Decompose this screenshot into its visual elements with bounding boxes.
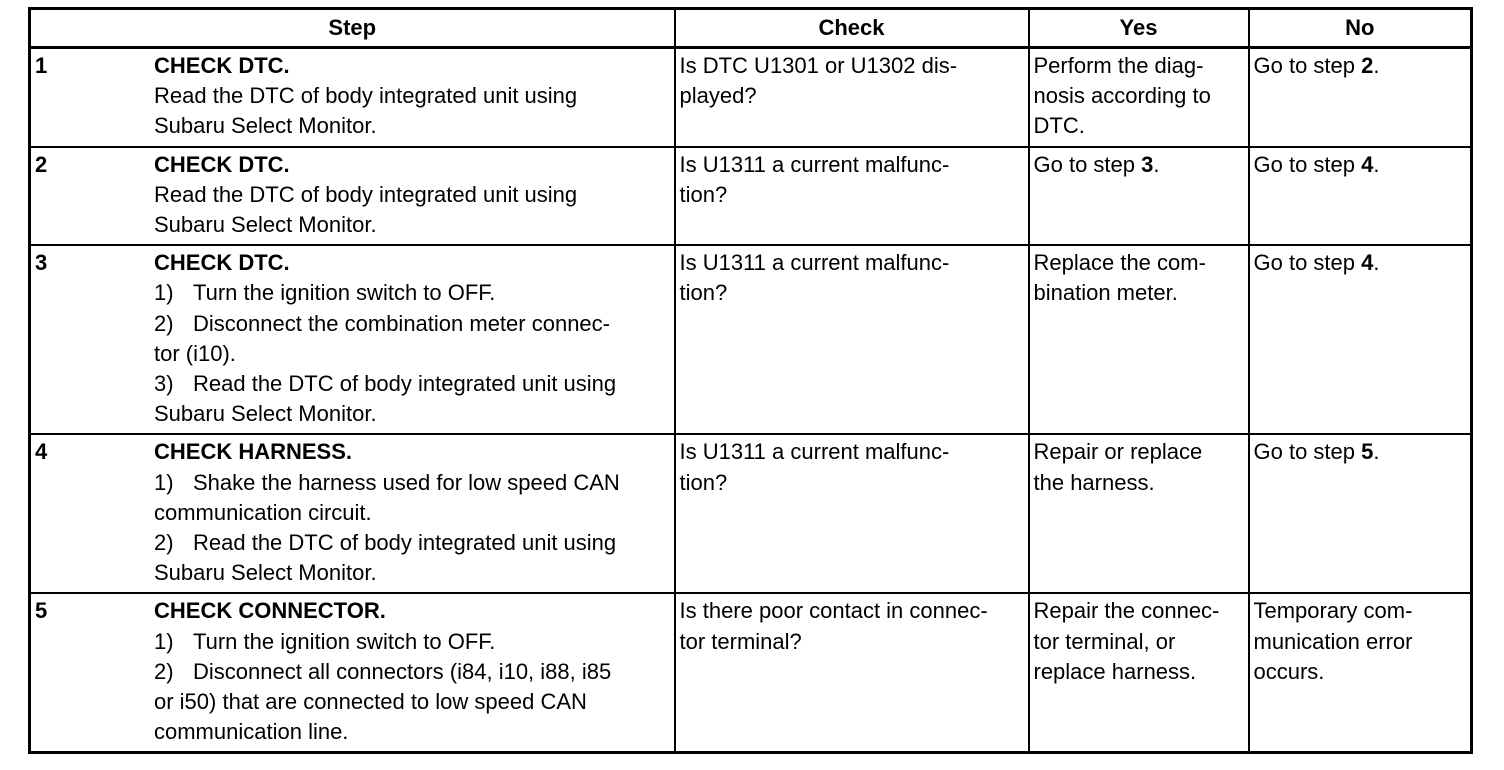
item-text: Turn the ignition switch to OFF.: [193, 628, 496, 654]
yes-text: DTC.: [1033, 113, 1085, 139]
check-text: Is U1311 a current malfunc-: [679, 151, 950, 177]
check-cell: [675, 245, 1029, 434]
item-continuation: communication circuit.: [154, 499, 372, 525]
no-text-end: .: [1373, 151, 1380, 177]
step-cell: [30, 147, 675, 246]
item-number: 1): [154, 280, 174, 306]
no-text-end: .: [1373, 439, 1380, 465]
step-cell: [30, 48, 675, 147]
yes-text: the harness.: [1033, 469, 1155, 495]
step-text: Read the DTC of body integrated unit using: [154, 181, 578, 207]
step-number: 3: [35, 250, 48, 276]
yes-text: Repair the connec-: [1033, 598, 1220, 624]
yes-cell: [1029, 434, 1249, 593]
step-number: 4: [35, 439, 48, 465]
table-row: [30, 147, 1472, 246]
step-number: 2: [35, 151, 48, 177]
no-text: Go to step: [1253, 439, 1362, 465]
step-number: 1: [35, 53, 48, 78]
check-text: tion?: [679, 280, 728, 306]
step-item: [154, 657, 670, 687]
item-text: Read the DTC of body integrated unit using: [193, 530, 617, 556]
step-item: [154, 627, 670, 657]
header-no: No: [1249, 9, 1472, 48]
step-item: [154, 278, 670, 308]
yes-cell: [1029, 245, 1249, 434]
no-text-end: .: [1373, 250, 1380, 276]
check-text: tion?: [679, 469, 728, 495]
step-title: CHECK HARNESS.: [154, 439, 353, 465]
item-text: Disconnect the combination meter connec-: [193, 310, 610, 336]
yes-step-number: 3: [1141, 151, 1154, 177]
step-cell: [30, 593, 675, 753]
step-title: CHECK DTC.: [154, 53, 290, 78]
step-item: [154, 369, 670, 399]
item-continuation: Subaru Select Monitor.: [154, 401, 377, 427]
item-continuation: communication line.: [154, 719, 349, 745]
check-text: played?: [679, 83, 757, 109]
item-text: Disconnect all connectors (i84, i10, i88, i85: [193, 658, 612, 684]
yes-text: replace harness.: [1033, 658, 1197, 684]
table-row: [30, 245, 1472, 434]
no-step-number: 4: [1361, 250, 1374, 276]
header-row: [30, 9, 1472, 48]
no-cell: [1249, 245, 1472, 434]
check-cell: [675, 434, 1029, 593]
yes-text: Repair or replace: [1033, 439, 1203, 465]
item-number: 2): [154, 530, 174, 556]
no-cell: [1249, 48, 1472, 147]
no-step-number: 5: [1361, 439, 1374, 465]
step-text: Subaru Select Monitor.: [154, 212, 377, 238]
header-check: Check: [675, 9, 1029, 48]
no-text: munication error: [1253, 628, 1413, 654]
step-item: [154, 309, 670, 339]
check-text: tion?: [679, 181, 728, 207]
step-text: Subaru Select Monitor.: [154, 113, 377, 139]
yes-cell: [1029, 48, 1249, 147]
no-text: Go to step: [1253, 151, 1362, 177]
table-row: [30, 48, 1472, 147]
check-text: tor terminal?: [679, 628, 802, 654]
yes-text: Go to step: [1033, 151, 1142, 177]
item-number: 2): [154, 310, 174, 336]
yes-cell: [1029, 593, 1249, 753]
check-cell: [675, 147, 1029, 246]
header-step: Step: [30, 9, 675, 48]
no-text-end: .: [1373, 53, 1380, 78]
step-item: [154, 528, 670, 558]
table-row: [30, 434, 1472, 593]
table-row: [30, 593, 1472, 753]
no-cell: [1249, 147, 1472, 246]
step-cell: [30, 434, 675, 593]
no-text: Temporary com-: [1253, 598, 1413, 624]
yes-cell: [1029, 147, 1249, 246]
item-continuation: or i50) that are connected to low speed CAN: [154, 689, 587, 715]
no-text: occurs.: [1253, 658, 1325, 684]
check-text: Is DTC U1301 or U1302 dis-: [679, 53, 958, 78]
no-text: Go to step: [1253, 53, 1362, 78]
yes-text: Perform the diag-: [1033, 53, 1204, 78]
check-text: Is U1311 a current malfunc-: [679, 250, 950, 276]
step-title: CHECK CONNECTOR.: [154, 598, 386, 624]
no-step-number: 4: [1361, 151, 1374, 177]
check-cell: [675, 593, 1029, 753]
step-item: [154, 468, 670, 498]
item-text: Read the DTC of body integrated unit using: [193, 371, 617, 397]
header-yes: Yes: [1029, 9, 1249, 48]
check-text: Is U1311 a current malfunc-: [679, 439, 950, 465]
item-number: 1): [154, 628, 174, 654]
yes-text: Replace the com-: [1033, 250, 1206, 276]
yes-text: tor terminal, or: [1033, 628, 1176, 654]
item-number: 2): [154, 658, 174, 684]
check-cell: [675, 48, 1029, 147]
no-cell: [1249, 593, 1472, 753]
check-text: Is there poor contact in connec-: [679, 598, 988, 624]
step-title: CHECK DTC.: [154, 250, 290, 276]
step-title: CHECK DTC.: [154, 151, 290, 177]
no-cell: [1249, 434, 1472, 593]
yes-text: bination meter.: [1033, 280, 1178, 306]
no-step-number: 2: [1361, 53, 1374, 78]
yes-text-end: .: [1153, 151, 1160, 177]
item-number: 1): [154, 469, 174, 495]
item-continuation: tor (i10).: [154, 340, 236, 366]
item-text: Turn the ignition switch to OFF.: [193, 280, 496, 306]
diagnosis-table: [28, 7, 1473, 754]
item-number: 3): [154, 371, 174, 397]
step-number: 5: [35, 598, 48, 624]
yes-text: nosis according to: [1033, 83, 1211, 109]
item-text: Shake the harness used for low speed CAN: [193, 469, 620, 495]
step-cell: [30, 245, 675, 434]
step-text: Read the DTC of body integrated unit using: [154, 83, 578, 109]
no-text: Go to step: [1253, 250, 1362, 276]
item-continuation: Subaru Select Monitor.: [154, 560, 377, 586]
